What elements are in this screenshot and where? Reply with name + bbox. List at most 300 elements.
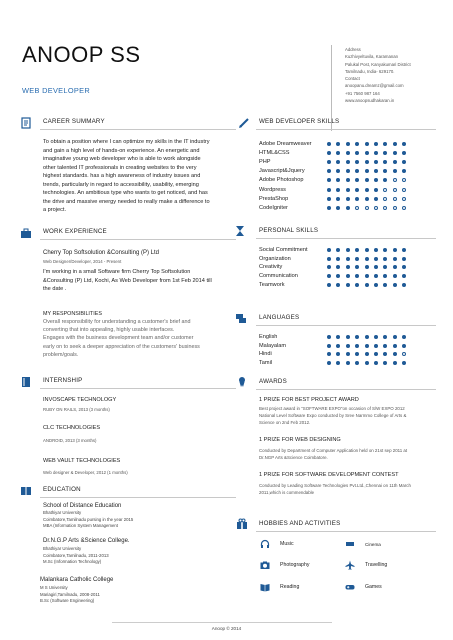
- rating-dot-filled: [402, 344, 406, 348]
- rating-dot-filled: [365, 265, 369, 269]
- rating-dot-filled: [374, 265, 378, 269]
- text-line: highest standards. has a high awareness of industry issues and: [43, 173, 201, 179]
- rating-dot-filled: [374, 257, 378, 261]
- award-name: 1 PRIZE FOR BEST PROJECT AWARD: [259, 397, 359, 403]
- rating-dot-filled: [383, 178, 387, 182]
- hourglass-icon: [234, 224, 246, 236]
- education-title: EDUCATION: [43, 486, 81, 493]
- section-rule: [256, 389, 436, 390]
- footer-text: Anoop © 2014: [211, 626, 242, 631]
- rating-dots: [327, 151, 412, 155]
- rating-dot-filled: [346, 335, 350, 339]
- rating-dots: [327, 188, 412, 192]
- rating-dot-filled: [383, 151, 387, 155]
- rating-dot-filled: [365, 151, 369, 155]
- rating-dot-filled: [365, 283, 369, 287]
- contact-line: Address: [345, 47, 361, 52]
- skill-row: [259, 272, 412, 281]
- rating-dot-filled: [346, 283, 350, 287]
- career-summary-title: CAREER SUMMARY: [43, 118, 105, 125]
- rating-dot-filled: [355, 265, 359, 269]
- awards-title: AWARDS: [259, 378, 287, 385]
- resume-name: ANOOP SS: [22, 42, 141, 67]
- skill-row: [259, 246, 412, 255]
- award-icon: [236, 375, 248, 387]
- skill-row: [259, 157, 412, 166]
- text-line: and gain a high level of hands-on experience. An energetic and: [43, 147, 200, 154]
- text-line: B.Sc (Software Engineering): [40, 598, 95, 604]
- rating-dot-filled: [393, 344, 397, 348]
- award-name: 1 PRIZE FOR SOFTWARE DEVELOPMENT CONTEST: [259, 472, 399, 478]
- rating-dot-filled: [383, 169, 387, 173]
- text-line: Dr.NGP Arts &Science Coimbatore.: [259, 455, 328, 460]
- rating-dot-filled: [365, 361, 369, 365]
- skill-row: [259, 139, 412, 148]
- rating-dot-filled: [355, 344, 359, 348]
- rating-dot-filled: [383, 352, 387, 356]
- rating-dot-filled: [346, 344, 350, 348]
- hobby-label: Music: [280, 541, 294, 547]
- rating-dots: [327, 257, 412, 261]
- rating-dot-filled: [336, 352, 340, 356]
- text-line: Science on 2nd Feb 2012.: [259, 420, 311, 425]
- section-rule: [256, 325, 436, 326]
- rating-dot-filled: [336, 197, 340, 201]
- work-experience-title: WORK EXPERIENCE: [43, 228, 107, 235]
- contact-line: Palukal Post, Kanyakumari District: [345, 61, 411, 67]
- rating-dot-empty: [402, 352, 406, 356]
- internship-name: WEB VAULT TECHNOLOGIES: [43, 458, 121, 464]
- rating-dot-filled: [365, 188, 369, 192]
- text-line: technologies. An ambitious type who wants to get noticed, and has: [43, 190, 208, 196]
- text-line: M S University: [40, 585, 68, 590]
- rating-dot-empty: [393, 197, 397, 201]
- rating-dots: [327, 248, 412, 252]
- rating-dot-filled: [383, 257, 387, 261]
- skill-row: [259, 194, 412, 203]
- skill-row: [259, 167, 412, 176]
- text-line: Coimbatore,Tamilnadu pursing in the year 2015: [43, 516, 134, 522]
- skill-row: [259, 359, 412, 368]
- text-line: early on to seek a deeper appreciation of the customers' business: [43, 343, 200, 350]
- hobby-reading: [260, 582, 299, 592]
- rating-dot-empty: [393, 178, 397, 182]
- rating-dot-filled: [336, 274, 340, 278]
- rating-dot-filled: [383, 274, 387, 278]
- rating-dot-filled: [355, 335, 359, 339]
- rating-dot-filled: [346, 352, 350, 356]
- rating-dot-filled: [393, 248, 397, 252]
- hobby-label: Reading: [280, 584, 300, 590]
- rating-dot-filled: [374, 188, 378, 192]
- rating-dot-filled: [327, 169, 331, 173]
- rating-dot-filled: [365, 248, 369, 252]
- rating-dot-empty: [402, 178, 406, 182]
- contact-line: Tamilnadu, India- 629170.: [345, 68, 395, 74]
- rating-dot-filled: [355, 248, 359, 252]
- rating-dots: [327, 283, 412, 287]
- rating-dot-filled: [393, 257, 397, 261]
- rating-dot-filled: [327, 197, 331, 201]
- text-line: a project.: [43, 207, 67, 213]
- rating-dots: [327, 142, 412, 146]
- personal-skills-title: PERSONAL SKILLS: [259, 227, 319, 234]
- text-line: problem/goals.: [43, 351, 79, 358]
- rating-dot-filled: [365, 160, 369, 164]
- rating-dot-filled: [327, 265, 331, 269]
- rating-dot-empty: [402, 206, 406, 210]
- rating-dot-filled: [402, 169, 406, 173]
- rating-dot-filled: [365, 197, 369, 201]
- rating-dots: [327, 265, 412, 269]
- education-name: School of Distance Education: [43, 503, 122, 509]
- contact-line: anoopanu.dreamz@gmail.com: [345, 83, 404, 89]
- gift-icon: [236, 517, 248, 529]
- education-details: [43, 510, 133, 530]
- rating-dot-filled: [355, 274, 359, 278]
- skill-name: Organization: [259, 255, 291, 262]
- skill-row: [259, 185, 412, 194]
- contact-line: +91 7560 987 164: [345, 90, 380, 96]
- rating-dot-filled: [393, 265, 397, 269]
- text-line: converting that into appealing, highly usable interfaces.: [43, 327, 175, 334]
- rating-dot-filled: [346, 188, 350, 192]
- rating-dot-filled: [346, 361, 350, 365]
- rating-dot-filled: [346, 178, 350, 182]
- text-line: Bhathiyar University: [43, 546, 82, 551]
- section-rule: [256, 129, 436, 130]
- text-line: Engages with the business development team and/or customer: [43, 335, 194, 342]
- skill-name: Creativity: [259, 264, 283, 271]
- rating-dots: [327, 335, 412, 339]
- rating-dot-empty: [365, 206, 369, 210]
- skill-row: [259, 342, 412, 351]
- rating-dot-empty: [374, 206, 378, 210]
- rating-dot-filled: [383, 361, 387, 365]
- rating-dot-filled: [365, 274, 369, 278]
- internship-name: CLC TECHNOLOGIES: [43, 425, 101, 431]
- job-position: Web Designer/Developer, 2014 - Present: [43, 259, 122, 264]
- text-line: &Consulting (P) Ltd, Kochi, As Web Developer from 1st Feb 2014 till: [43, 277, 212, 284]
- rating-dots: [327, 206, 412, 210]
- text-line: M.Sc (Information Technology): [43, 559, 102, 565]
- rating-dot-filled: [393, 142, 397, 146]
- section-rule: [256, 238, 436, 239]
- rating-dot-filled: [346, 248, 350, 252]
- rating-dot-filled: [336, 178, 340, 182]
- award-description: [259, 405, 439, 426]
- headphones-icon: [260, 539, 270, 549]
- rating-dot-filled: [346, 257, 350, 261]
- rating-dot-filled: [346, 274, 350, 278]
- skill-row: [259, 333, 412, 342]
- rating-dot-filled: [355, 142, 359, 146]
- rating-dot-filled: [393, 151, 397, 155]
- skill-row: [259, 263, 412, 272]
- rating-dot-filled: [327, 352, 331, 356]
- internship-title: INTERNSHIP: [43, 377, 83, 384]
- rating-dot-filled: [393, 361, 397, 365]
- contact-line: www.anoopsudhakaran.in: [345, 98, 395, 104]
- hobby-games: [345, 582, 382, 592]
- section-rule: [40, 129, 236, 130]
- rating-dots: [327, 160, 412, 164]
- skill-row: [259, 203, 412, 212]
- company-name: Cherry Top Softsolution &Consulting (P) Ltd: [43, 250, 159, 256]
- internship-name: INVOSCAPE TECHNOLOGY: [43, 397, 117, 403]
- rating-dots: [327, 361, 412, 365]
- rating-dot-filled: [355, 257, 359, 261]
- rating-dot-filled: [327, 335, 331, 339]
- rating-dots: [327, 169, 412, 173]
- contact-line: Kuzhivyeltuvila, Karamanan: [345, 54, 399, 60]
- rating-dot-filled: [327, 142, 331, 146]
- skill-name: PrestaShop: [259, 195, 289, 202]
- text-line: Coimbatore,Tamilnadu, 2011-2013: [43, 552, 109, 558]
- book-icon: [20, 375, 32, 387]
- skill-row: [259, 280, 412, 289]
- hobbies-title: HOBBIES AND ACTIVITIES: [259, 520, 341, 527]
- rating-dot-filled: [336, 257, 340, 261]
- rating-dot-empty: [383, 197, 387, 201]
- rating-dot-filled: [393, 274, 397, 278]
- rating-dot-filled: [383, 160, 387, 164]
- rating-dot-filled: [374, 197, 378, 201]
- skill-name: Wordpress: [259, 186, 286, 193]
- rating-dot-filled: [355, 197, 359, 201]
- text-line: I'm working in a small Software firm Cherry Top Softsolution: [43, 269, 191, 275]
- responsibilities-text: [43, 318, 248, 359]
- rating-dot-filled: [402, 151, 406, 155]
- pencil-icon: [238, 116, 250, 128]
- skill-name: Hindi: [259, 351, 272, 358]
- hobby-label: Games: [365, 584, 382, 590]
- airplane-icon: [345, 560, 355, 570]
- rating-dot-empty: [383, 206, 387, 210]
- rating-dot-filled: [374, 142, 378, 146]
- skill-row: [259, 350, 412, 359]
- rating-dot-filled: [346, 142, 350, 146]
- award-description: [259, 482, 439, 496]
- text-line: National Level Software Expo conducted by Sree Narmmo College of Arts &: [259, 413, 407, 418]
- rating-dot-filled: [327, 344, 331, 348]
- contact-line: Contact: [345, 76, 360, 82]
- rating-dot-filled: [336, 335, 340, 339]
- rating-dot-empty: [393, 188, 397, 192]
- rating-dot-filled: [336, 283, 340, 287]
- text-line: the date .: [43, 286, 67, 292]
- skill-name: Communication: [259, 273, 298, 280]
- rating-dot-filled: [336, 265, 340, 269]
- mortarboard-icon: [20, 484, 32, 496]
- award-description: [259, 447, 439, 461]
- rating-dot-filled: [383, 335, 387, 339]
- rating-dot-filled: [336, 344, 340, 348]
- rating-dot-filled: [374, 248, 378, 252]
- rating-dot-filled: [393, 283, 397, 287]
- rating-dot-filled: [355, 283, 359, 287]
- text-line: Conducted by Department of Computer Application held on 21st sep 2011 at: [259, 448, 408, 453]
- skill-row: [259, 148, 412, 157]
- rating-dot-filled: [374, 283, 378, 287]
- rating-dot-filled: [383, 344, 387, 348]
- rating-dot-filled: [402, 283, 406, 287]
- gamepad-icon: [345, 582, 355, 592]
- text-line: the drive and massive energy needed to really make a difference to: [43, 198, 210, 205]
- rating-dot-filled: [355, 361, 359, 365]
- rating-dot-filled: [355, 188, 359, 192]
- rating-dot-filled: [336, 160, 340, 164]
- rating-dot-empty: [355, 206, 359, 210]
- languages-title: LANGUAGES: [259, 314, 300, 321]
- web-skills-list: [259, 139, 412, 213]
- rating-dot-filled: [402, 265, 406, 269]
- rating-dot-filled: [365, 169, 369, 173]
- rating-dot-filled: [346, 151, 350, 155]
- hobby-photography: [260, 560, 309, 570]
- rating-dot-filled: [336, 151, 340, 155]
- rating-dot-filled: [327, 361, 331, 365]
- rating-dot-filled: [402, 160, 406, 164]
- rating-dot-filled: [327, 283, 331, 287]
- hobby-music: [260, 539, 294, 549]
- rating-dot-empty: [402, 188, 406, 192]
- rating-dot-filled: [336, 206, 340, 210]
- web-skills-title: WEB DEVELOPER SKILLS: [259, 118, 340, 125]
- rating-dot-filled: [393, 335, 397, 339]
- rating-dot-filled: [402, 257, 406, 261]
- rating-dot-filled: [327, 160, 331, 164]
- rating-dot-filled: [365, 335, 369, 339]
- skill-name: Javascript&Jquery: [259, 168, 305, 175]
- rating-dot-filled: [374, 178, 378, 182]
- skill-name: Social Commitment: [259, 247, 308, 254]
- rating-dot-filled: [355, 169, 359, 173]
- rating-dot-filled: [374, 274, 378, 278]
- rating-dot-filled: [374, 344, 378, 348]
- text-line: other talented IT professionals in creating websites to the very: [43, 164, 197, 171]
- skill-name: PHP: [259, 158, 271, 165]
- skill-name: CodeIgniter: [259, 204, 288, 211]
- education-name: Dr.N.G.P Arts &Science College.: [43, 538, 130, 544]
- rating-dot-filled: [327, 206, 331, 210]
- rating-dot-filled: [336, 169, 340, 173]
- rating-dot-filled: [374, 151, 378, 155]
- section-rule: [40, 239, 236, 240]
- rating-dot-filled: [336, 188, 340, 192]
- skill-name: Adobe Dreamweaver: [259, 140, 312, 147]
- hobby-travelling: [345, 560, 387, 570]
- rating-dot-filled: [402, 361, 406, 365]
- rating-dot-filled: [355, 178, 359, 182]
- rating-dot-empty: [402, 197, 406, 201]
- rating-dot-filled: [327, 151, 331, 155]
- hobby-label: Photography: [280, 562, 310, 568]
- section-rule: [40, 388, 236, 389]
- rating-dot-filled: [365, 352, 369, 356]
- education-details: [43, 546, 109, 566]
- internship-detail: RUBY ON RAILS, 2013 (3 months): [43, 407, 110, 412]
- rating-dot-filled: [374, 352, 378, 356]
- rating-dot-filled: [346, 197, 350, 201]
- section-rule: [40, 497, 236, 498]
- rating-dot-filled: [402, 248, 406, 252]
- rating-dot-filled: [402, 274, 406, 278]
- text-line: Overall responsibility for understanding a customer's brief and: [43, 319, 191, 325]
- skill-name: Malayalam: [259, 342, 287, 349]
- award-name: 1 PRIZE FOR WEB DESIGNING: [259, 437, 341, 443]
- career-summary-text: [43, 138, 243, 215]
- text-line: Bhathiyar University: [43, 510, 82, 515]
- text-line: Mariagiri,Tamilnadu, 2008-2011: [40, 591, 100, 597]
- skill-row: [259, 176, 412, 185]
- rating-dot-filled: [393, 352, 397, 356]
- skill-name: Tamil: [259, 360, 273, 367]
- languages-list: [259, 333, 412, 367]
- skill-name: English: [259, 334, 278, 341]
- skill-name: Teamwork: [259, 281, 285, 288]
- hobby-label: Cinema: [365, 541, 381, 547]
- rating-dot-filled: [402, 335, 406, 339]
- internship-detail: ANDROID, 2013 (3 months): [43, 438, 97, 443]
- education-name: Malankara Catholic College: [40, 577, 114, 583]
- rating-dot-empty: [383, 188, 387, 192]
- hobby-cinema: [345, 539, 381, 549]
- rating-dot-filled: [365, 178, 369, 182]
- camera-icon: [260, 560, 270, 570]
- text-line: MBA (Information System Management: [43, 523, 118, 529]
- rating-dot-filled: [327, 188, 331, 192]
- skill-name: HTML&CSS: [259, 149, 290, 156]
- rating-dot-filled: [336, 248, 340, 252]
- rating-dot-filled: [383, 265, 387, 269]
- rating-dot-filled: [374, 169, 378, 173]
- rating-dot-filled: [383, 248, 387, 252]
- rating-dot-filled: [383, 142, 387, 146]
- rating-dot-filled: [327, 248, 331, 252]
- rating-dot-filled: [327, 178, 331, 182]
- rating-dot-filled: [393, 160, 397, 164]
- rating-dot-filled: [355, 160, 359, 164]
- contact-block: [345, 46, 450, 104]
- rating-dot-filled: [402, 142, 406, 146]
- rating-dots: [327, 178, 412, 182]
- responsibilities-title: MY RESPONSIBILITIES: [43, 311, 102, 317]
- text-line: To obtain a position where I can optimize my skills in the IT industry: [43, 139, 210, 145]
- hobby-label: Travelling: [365, 562, 388, 568]
- work-description: [43, 268, 248, 294]
- section-rule: [256, 531, 436, 532]
- personal-skills-list: [259, 246, 412, 289]
- rating-dot-filled: [355, 151, 359, 155]
- text-line: trends, particularly in regard to accessibility, usability, emerging: [43, 181, 199, 188]
- rating-dot-filled: [336, 361, 340, 365]
- rating-dot-filled: [393, 169, 397, 173]
- text-line: Conducted by Leading Software Technologies Pvt.Ltd.,Chennai on 11th March: [259, 483, 411, 488]
- rating-dot-empty: [393, 206, 397, 210]
- rating-dot-filled: [365, 142, 369, 146]
- rating-dot-filled: [336, 142, 340, 146]
- rating-dot-filled: [374, 335, 378, 339]
- ticket-icon: [345, 539, 355, 549]
- rating-dot-filled: [346, 160, 350, 164]
- rating-dot-filled: [346, 206, 350, 210]
- education-details: [40, 585, 100, 605]
- rating-dot-filled: [346, 265, 350, 269]
- skill-name: Adobe Photoshop: [259, 177, 304, 184]
- rating-dots: [327, 197, 412, 201]
- rating-dot-filled: [346, 169, 350, 173]
